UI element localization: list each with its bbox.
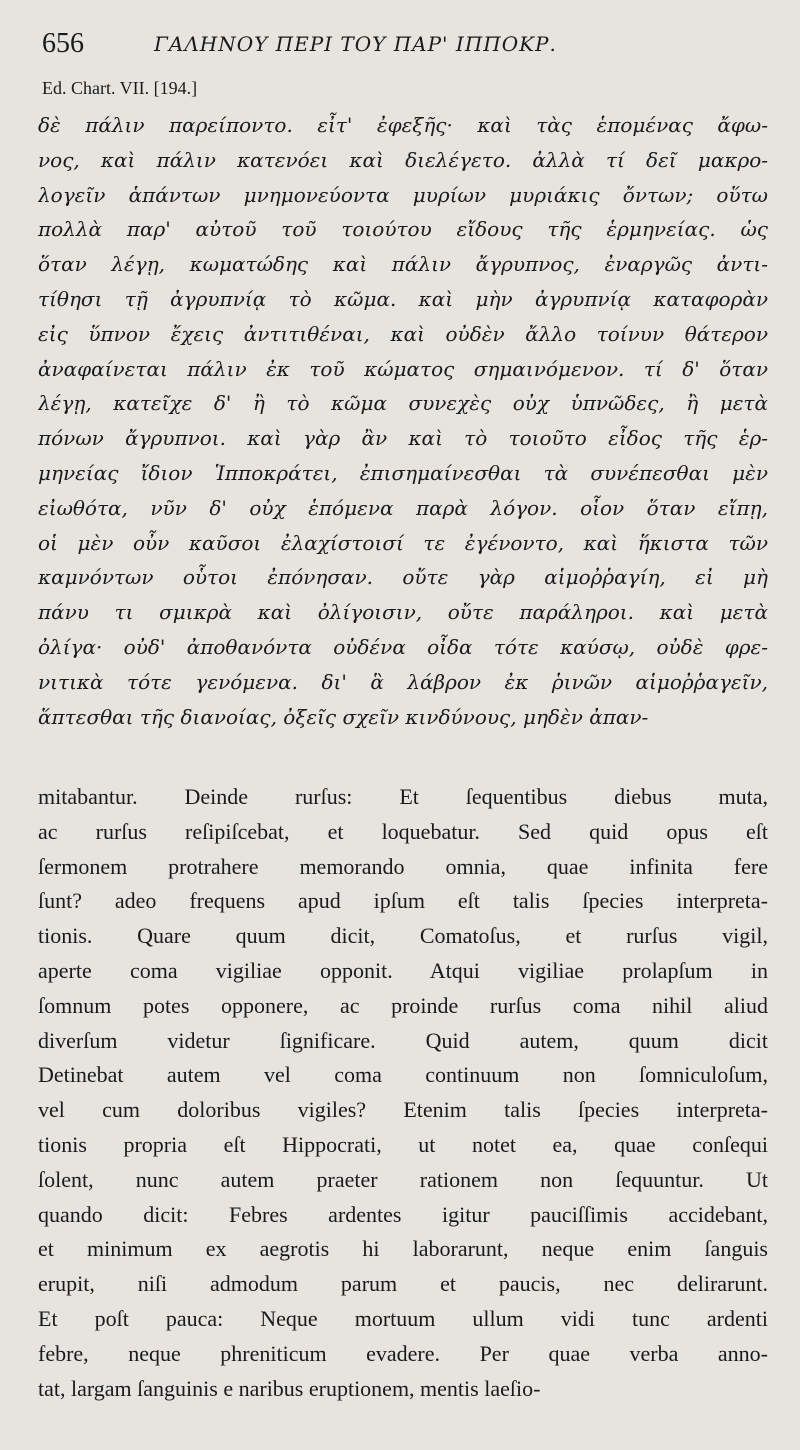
greek-text-line: εἰς ὕπνον ἔχεις ἀντιτιθέναι, καὶ οὐδὲν ἄλλο τοίνυν θάτερον (38, 321, 768, 346)
greek-text-line: νος, καὶ πάλιν κατενόει καὶ διελέγετο. ἀλλὰ τί δεῖ μακρο- (38, 147, 768, 172)
greek-text-line: δὲ πάλιν παρείποντο. εἶτ' ἐφεξῆς· καὶ τὰς ἑπομένας ἄφω- (38, 113, 768, 137)
greek-text-line: εἰωθότα, νῦν δ' οὐχ ἑπόμενα παρὰ λόγον. οἷον ὅταν εἴπῃ, (38, 495, 768, 520)
latin-text-line: ſunt? adeo frequens apud ipſum eſt talis ſpecies interpreta- (38, 888, 768, 914)
greek-text-line: τίθησι τῇ ἀγρυπνίᾳ τὸ κῶμα. καὶ μὴν ἀγρυπνίᾳ καταφορὰν (38, 286, 768, 311)
greek-text-line: οἱ μὲν οὖν καῦσοι ἐλαχίστοισί τε ἐγένοντο, καὶ ἥκιστα τῶν (38, 530, 768, 555)
greek-text-line: ὀλίγα· οὐδ' ἀποθανόντα οὐδένα οἶδα τότε καύσῳ, οὐδὲ φρε- (38, 634, 768, 659)
greek-text-line: πόνων ἄγρυπνοι. καὶ γὰρ ἂν καὶ τὸ τοιοῦτο εἶδος τῆς ἑρ- (38, 426, 768, 451)
page-number: 656 (42, 28, 84, 59)
greek-text-line: λογεῖν ἁπάντων μνημονεύοντα μυρίων μυριάκις ὄντων; οὕτω (38, 182, 768, 207)
greek-text-line: νιτικὰ τότε γενόμενα. δι' ἃ λάβρον ἐκ ῥινῶν αἱμοῤῥαγεῖν, (38, 669, 768, 694)
greek-text-line: καμνόντων οὗτοι ἐπόνησαν. οὔτε γὰρ αἱμοῤῥαγίη, εἰ μὴ (38, 565, 768, 590)
latin-text-line: Et poſt pauca: Neque mortuum ullum vidi tunc ardenti (38, 1305, 768, 1331)
latin-text-line: ſomnum potes opponere, ac proinde rurſus coma nihil aliud (38, 992, 768, 1018)
latin-text-line: et minimum ex aegrotis hi laborarunt, neque enim ſanguis (38, 1236, 768, 1262)
greek-text-line: μηνείας ἴδιον Ἱπποκράτει, ἐπισημαίνεσθαι τὰ συνέπεσθαι μὲν (38, 460, 768, 485)
latin-text-line: tat, largam ſanguinis e naribus eruptionem, mentis laeſio- (38, 1375, 541, 1401)
greek-text-line: ἅπτεσθαι τῆς διανοίας, ὀξεῖς σχεῖν κινδύνους, μηδὲν ἀπαν- (38, 704, 649, 729)
greek-text-block (38, 108, 768, 734)
latin-text-line: diverſum videtur ſignificare. Quid autem, quum dicit (38, 1027, 768, 1053)
latin-text-line: tionis. Quare quum dicit, Comatoſus, et rurſus vigil, (38, 923, 768, 949)
edition-reference: Ed. Chart. VII. [194.] (42, 78, 198, 98)
latin-text-line: ac rurſus reſipiſcebat, et loquebatur. Sed quid opus eſt (38, 818, 768, 844)
greek-text-line: ἀναφαίνεται πάλιν ἐκ τοῦ κώματος σημαινόμενον. τί δ' ὅταν (38, 356, 768, 381)
greek-text-line: πολλὰ παρ' αὐτοῦ τοῦ τοιούτου εἴδους τῆς ἑρμηνείας. ὡς (38, 217, 768, 242)
latin-text-line: quando dicit: Febres ardentes igitur pauciſſimis accidebant, (38, 1201, 768, 1227)
latin-text-line: ſermonem protrahere memorando omnia, quae infinita fere (38, 853, 768, 879)
latin-text-line: erupit, niſi admodum parum et paucis, nec delirarunt. (38, 1271, 768, 1297)
latin-text-line: aperte coma vigiliae opponit. Atqui vigiliae prolapſum in (38, 957, 768, 983)
greek-text-line: πάνυ τι σμικρὰ καὶ ὀλίγοισιν, οὔτε παράληροι. καὶ μετὰ (38, 600, 768, 625)
latin-text-line: vel cum doloribus vigiles? Etenim talis ſpecies interpreta- (38, 1097, 768, 1123)
latin-text-line: mitabantur. Deinde rurſus: Et ſequentibus diebus muta, (38, 784, 768, 809)
latin-text-line: Detinebat autem vel coma continuum non ſomniculoſum, (38, 1062, 768, 1088)
page-header (42, 28, 770, 68)
latin-text-line: febre, neque phreniticum evadere. Per quae verba anno- (38, 1340, 768, 1366)
latin-text-line: ſolent, nunc autem praeter rationem non ſequuntur. Ut (38, 1166, 768, 1192)
latin-text-block (38, 780, 768, 1406)
running-title: ΓΑΛΗΝΟΥ ΠΕΡΙ ΤΟΥ ΠΑΡ' ΙΠΠΟΚΡ. (154, 32, 557, 56)
greek-text-line: λέγῃ, κατεῖχε δ' ἢ τὸ κῶμα συνεχὲς οὐχ ὑπνῶδες, ἢ μετὰ (38, 391, 768, 416)
greek-text-line: ὅταν λέγῃ, κωματώδης καὶ πάλιν ἄγρυπνος, ἐναργῶς ἀντι- (38, 252, 768, 277)
latin-text-line: tionis propria eſt Hippocrati, ut notet ea, quae conſequi (38, 1131, 768, 1157)
